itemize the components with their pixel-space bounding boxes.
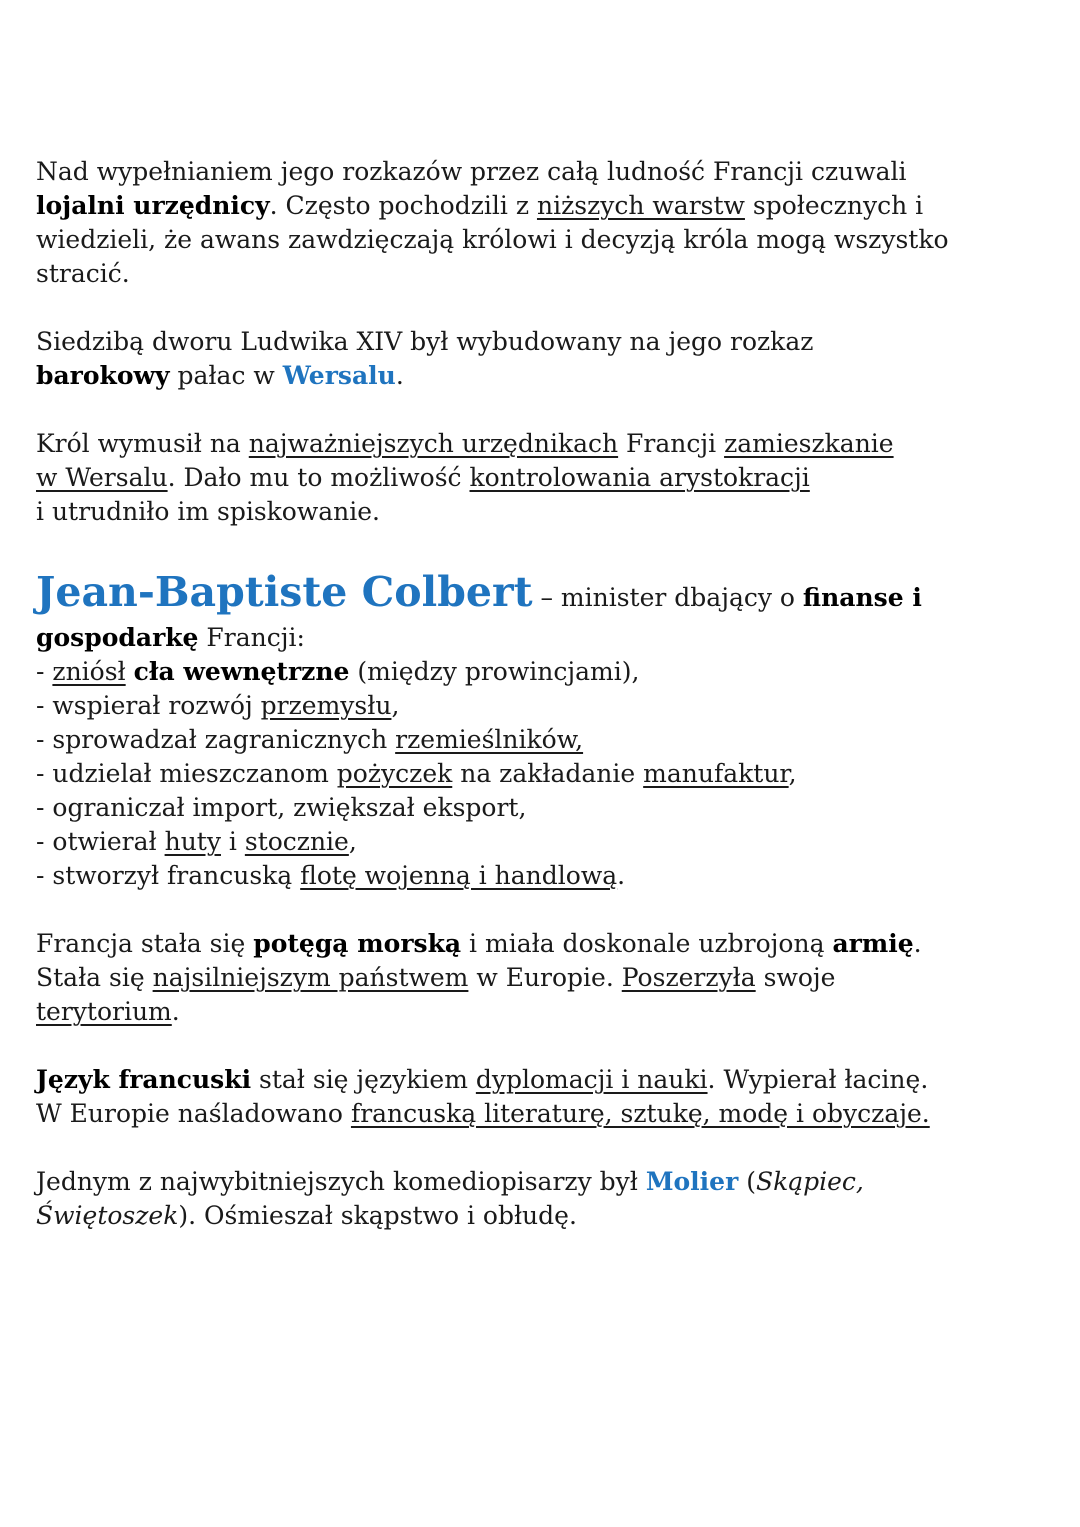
text: Król wymusił na [36,429,249,458]
text: , [391,691,400,720]
text: - ograniczał import, zwiększał eksport, [36,793,527,822]
text: . Wypierał łacinę. [707,1065,929,1094]
underlined-text: najsilniejszym państwem [152,963,469,992]
text: - wspierał rozwój [36,691,261,720]
text-line [36,1063,1056,1097]
text: W Europie naśladowano [36,1099,351,1128]
text: – minister dbający o [532,583,803,612]
underlined-text: francuską literaturę, sztukę, modę i obyczaje. [350,1099,930,1128]
text: Świętoszek [36,1201,179,1230]
underlined-text: huty [164,827,221,856]
bold-term: potęgą morską [253,929,462,958]
text: Skąpiec, [755,1167,864,1196]
text: , [788,759,797,788]
text: Nad wypełnianiem jego rozkazów przez całą ludność Francji czuwali [36,157,907,186]
text-line [36,359,1056,393]
text: swoje [755,963,836,992]
text: ). Ośmieszał skąpstwo i obłudę. [178,1201,577,1230]
text: Francji [618,429,725,458]
underlined-text: rzemieślników, [395,725,584,754]
text-line [36,461,1056,495]
text-line [36,155,1056,189]
text: - [36,657,53,686]
text-line [36,1097,1056,1131]
bold-term: gospodarkę [36,623,199,652]
text-line [36,257,1056,291]
text: . [171,997,180,1026]
bold-term: barokowy [36,361,170,390]
text: stał się językiem [251,1065,476,1094]
text: ( [738,1167,756,1196]
document-body [36,155,1056,1267]
text-line [36,825,1056,859]
paragraph-language [36,1063,1056,1131]
text: na zakładanie [452,759,644,788]
text-line [36,859,1056,893]
text-line [36,495,1056,529]
text: . [913,929,922,958]
text: wiedzieli, że awans zawdzięczają królowi i decyzją króla mogą wszystko [36,225,949,254]
text: Stała się [36,963,153,992]
text: - udzielał mieszczanom [36,759,337,788]
underlined-text: Poszerzyła [621,963,756,992]
text-line [36,1165,1056,1199]
text-line [36,1199,1056,1233]
paragraph-power [36,927,1056,1029]
text: Francja stała się [36,929,254,958]
paragraph-moliere [36,1165,1056,1233]
text [126,657,134,686]
text-line [36,757,1056,791]
text: i miała doskonale uzbrojoną [461,929,833,958]
text-line [36,621,1056,655]
text-line [36,563,1056,621]
underlined-text: niższych warstw [536,191,745,220]
text-line [36,961,1056,995]
text: stracić. [36,259,130,288]
text: . Często pochodzili z [269,191,537,220]
text-line [36,325,1056,359]
underlined-text: terytorium [36,997,172,1026]
text: w Europie. [468,963,622,992]
text: społecznych i [744,191,924,220]
text-line [36,223,1056,257]
underlined-text: stocznie [244,827,349,856]
underlined-text: dyplomacji i nauki [475,1065,708,1094]
text: . [395,361,404,390]
underlined-text: flotę wojenną i handlową [300,861,618,890]
text-line [36,189,1056,223]
text-line [36,791,1056,825]
paragraph-control [36,427,1056,529]
text-line [36,723,1056,757]
text-line [36,927,1056,961]
text: . Dało mu to możliwość [167,463,470,492]
bold-term: Język francuski [36,1065,252,1094]
highlighted-term: Wersalu [282,361,396,390]
text: (między prowincjami), [349,657,640,686]
text: pałac w [169,361,283,390]
bold-term: lojalni urzędnicy [36,191,270,220]
text: Jednym z najwybitniejszych komediopisarzy był [36,1167,646,1196]
underlined-text: zamieszkanie [724,429,894,458]
paragraph-colbert [36,563,1056,893]
underlined-text: kontrolowania arystokracji [469,463,810,492]
underlined-text: przemysłu [260,691,392,720]
paragraph-officials [36,155,1056,291]
text: Siedzibą dworu Ludwika XIV był wybudowany na jego rozkaz [36,327,814,356]
paragraph-versailles [36,325,1056,393]
underlined-text: najważniejszych urzędnikach [248,429,619,458]
text: - otwierał [36,827,165,856]
text: . [617,861,626,890]
text: i utrudniło im spiskowanie. [36,497,380,526]
text-line [36,427,1056,461]
bold-term: cła wewnętrzne [133,657,350,686]
text: - stworzył francuską [36,861,301,890]
text: , [348,827,357,856]
bold-term: finanse i [802,583,922,612]
text-line [36,995,1056,1029]
text-line [36,689,1056,723]
underlined-text: pożyczek [336,759,453,788]
text: - sprowadzał zagranicznych [36,725,396,754]
underlined-text: zniósł [52,657,126,686]
text: i [220,827,245,856]
text-line [36,655,1056,689]
underlined-text: w Wersalu [36,463,168,492]
underlined-text: manufaktur [643,759,789,788]
text: Francji: [198,623,305,652]
highlighted-term: Molier [645,1167,739,1196]
bold-term: armię [832,929,914,958]
section-heading: Jean-Baptiste Colbert [36,568,533,616]
